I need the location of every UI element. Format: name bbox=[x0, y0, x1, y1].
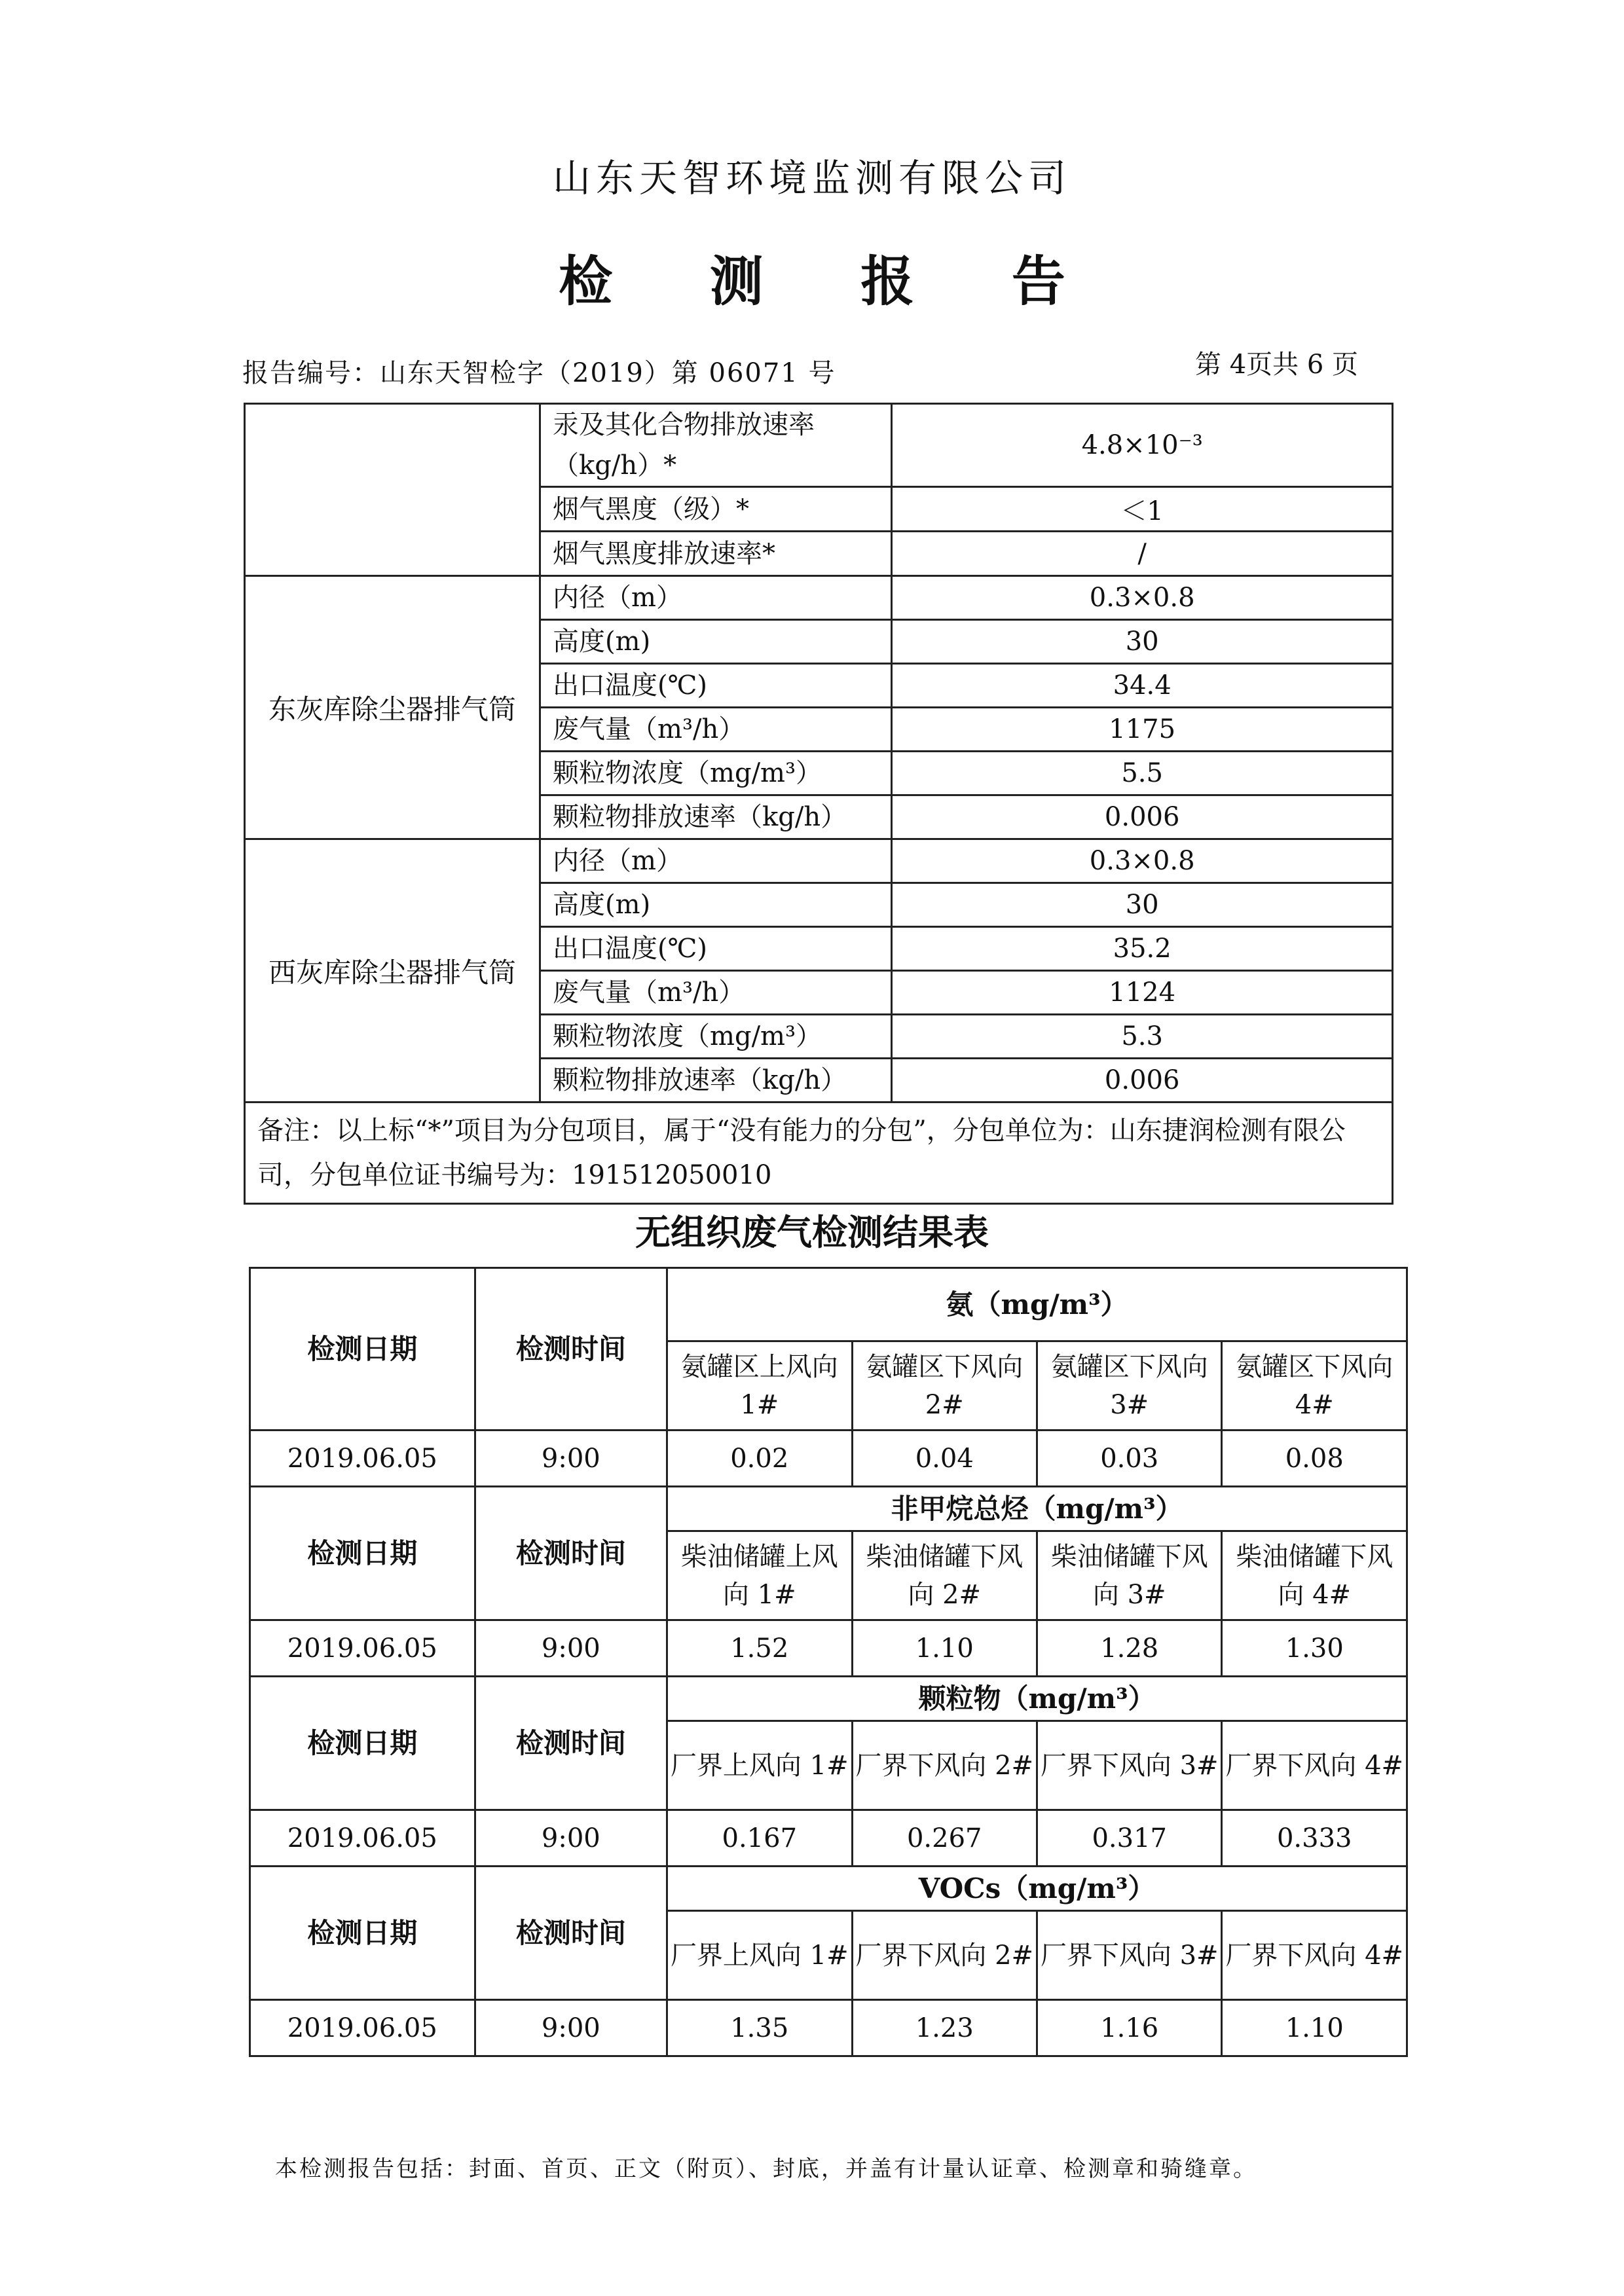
value-cell: 1.52 bbox=[667, 1620, 852, 1677]
date-cell: 2019.06.05 bbox=[250, 1620, 475, 1677]
table-row bbox=[250, 1810, 1407, 1867]
param-cell: 烟气黑度排放速率* bbox=[540, 532, 892, 576]
fugitive-emission-table bbox=[249, 1267, 1408, 2057]
date-cell: 2019.06.05 bbox=[250, 1430, 475, 1487]
point-header: 厂界下风向 2# bbox=[852, 1721, 1037, 1810]
value-cell: / bbox=[892, 532, 1393, 576]
date-header: 检测日期 bbox=[250, 1487, 475, 1620]
value-cell: 4.8×10⁻³ bbox=[892, 404, 1393, 487]
value-cell: 0.3×0.8 bbox=[892, 839, 1393, 883]
point-header: 氨罐区下风向 2# bbox=[852, 1341, 1037, 1430]
value-cell: 34.4 bbox=[892, 664, 1393, 708]
value-cell: 0.267 bbox=[852, 1810, 1037, 1867]
point-header: 柴油储罐下风向 3# bbox=[1037, 1531, 1221, 1620]
point-header: 柴油储罐下风向 4# bbox=[1222, 1531, 1407, 1620]
date-header: 检测日期 bbox=[250, 1677, 475, 1810]
value-cell: 0.3×0.8 bbox=[892, 576, 1393, 620]
value-cell: 35.2 bbox=[892, 927, 1393, 971]
point-header: 氨罐区下风向 4# bbox=[1222, 1341, 1407, 1430]
value-cell: 1175 bbox=[892, 708, 1393, 752]
table-row bbox=[250, 1620, 1407, 1677]
point-header: 厂界下风向 2# bbox=[852, 1911, 1037, 2000]
table-row bbox=[245, 404, 1393, 487]
point-header: 厂界下风向 3# bbox=[1037, 1721, 1221, 1810]
time-cell: 9:00 bbox=[475, 1620, 667, 1677]
value-cell: 5.3 bbox=[892, 1015, 1393, 1059]
value-cell: 1.35 bbox=[667, 2000, 852, 2056]
param-cell: 颗粒物浓度（mg/m³） bbox=[540, 1015, 892, 1059]
category-header: VOCs（mg/m³） bbox=[667, 1867, 1407, 1911]
table-row bbox=[245, 839, 1393, 883]
remark-note: 备注：以上标“*”项目为分包项目，属于“没有能力的分包”，分包单位为：山东捷润检测有限公司，分包单位证书编号为：191512050010 bbox=[245, 1102, 1393, 1204]
note-row bbox=[245, 1102, 1393, 1204]
value-cell: 0.08 bbox=[1222, 1430, 1407, 1487]
value-cell: 1.23 bbox=[852, 2000, 1037, 2056]
param-cell: 废气量（m³/h） bbox=[540, 708, 892, 752]
param-cell: 内径（m） bbox=[540, 576, 892, 620]
table-row bbox=[250, 1487, 1407, 1531]
value-cell: 1.10 bbox=[852, 1620, 1037, 1677]
section-title: 无组织废气检测结果表 bbox=[635, 1211, 989, 1253]
param-cell: 出口温度(℃) bbox=[540, 927, 892, 971]
footer-note: 本检测报告包括：封面、首页、正文（附页）、封底，并盖有计量认证章、检测章和骑缝章。 bbox=[275, 2156, 1257, 2182]
table-row bbox=[250, 1677, 1407, 1721]
param-cell: 颗粒物浓度（mg/m³） bbox=[540, 752, 892, 795]
value-cell: 0.03 bbox=[1037, 1430, 1221, 1487]
point-header: 柴油储罐上风向 1# bbox=[667, 1531, 852, 1620]
table-row bbox=[250, 1867, 1407, 1911]
param-cell: 汞及其化合物排放速率（kg/h）* bbox=[540, 404, 892, 487]
time-header: 检测时间 bbox=[475, 1487, 667, 1620]
value-cell: 0.04 bbox=[852, 1430, 1037, 1487]
location-cell bbox=[245, 404, 540, 576]
report-number: 报告编号：山东天智检字（2019）第 06071 号 bbox=[242, 358, 836, 388]
value-cell: 30 bbox=[892, 620, 1393, 664]
param-cell: 高度(m) bbox=[540, 620, 892, 664]
category-header: 氨（mg/m³） bbox=[667, 1268, 1407, 1341]
value-cell: 0.006 bbox=[892, 795, 1393, 839]
value-cell: ＜1 bbox=[892, 487, 1393, 532]
time-header: 检测时间 bbox=[475, 1867, 667, 2000]
point-header: 厂界下风向 4# bbox=[1222, 1721, 1407, 1810]
value-cell: 0.167 bbox=[667, 1810, 852, 1867]
value-cell: 1.28 bbox=[1037, 1620, 1221, 1677]
param-cell: 颗粒物排放速率（kg/h） bbox=[540, 1059, 892, 1102]
date-header: 检测日期 bbox=[250, 1268, 475, 1430]
param-cell: 废气量（m³/h） bbox=[540, 971, 892, 1015]
value-cell: 1124 bbox=[892, 971, 1393, 1015]
time-cell: 9:00 bbox=[475, 1430, 667, 1487]
param-cell: 高度(m) bbox=[540, 883, 892, 927]
point-header: 厂界上风向 1# bbox=[667, 1911, 852, 2000]
report-title: 检 测 报 告 bbox=[559, 250, 1105, 313]
value-cell: 0.006 bbox=[892, 1059, 1393, 1102]
table-row bbox=[245, 576, 1393, 620]
value-cell: 1.16 bbox=[1037, 2000, 1221, 2056]
table-row bbox=[250, 2000, 1407, 2056]
value-cell: 0.317 bbox=[1037, 1810, 1221, 1867]
point-header: 厂界下风向 4# bbox=[1222, 1911, 1407, 2000]
value-cell: 0.333 bbox=[1222, 1810, 1407, 1867]
category-header: 颗粒物（mg/m³） bbox=[667, 1677, 1407, 1721]
point-header: 氨罐区下风向 3# bbox=[1037, 1341, 1221, 1430]
page-number: 第 4页共 6 页 bbox=[1195, 350, 1359, 380]
time-header: 检测时间 bbox=[475, 1677, 667, 1810]
value-cell: 0.02 bbox=[667, 1430, 852, 1487]
param-cell: 内径（m） bbox=[540, 839, 892, 883]
param-cell: 烟气黑度（级）* bbox=[540, 487, 892, 532]
emission-table bbox=[244, 403, 1393, 1205]
date-cell: 2019.06.05 bbox=[250, 1810, 475, 1867]
value-cell: 5.5 bbox=[892, 752, 1393, 795]
value-cell: 30 bbox=[892, 883, 1393, 927]
point-header: 氨罐区上风向 1# bbox=[667, 1341, 852, 1430]
company-name: 山东天智环境监测有限公司 bbox=[552, 156, 1071, 200]
category-header: 非甲烷总烃（mg/m³） bbox=[667, 1487, 1407, 1531]
table-row bbox=[250, 1268, 1407, 1341]
point-header: 厂界下风向 3# bbox=[1037, 1911, 1221, 2000]
point-header: 柴油储罐下风向 2# bbox=[852, 1531, 1037, 1620]
param-cell: 出口温度(℃) bbox=[540, 664, 892, 708]
table-row bbox=[250, 1430, 1407, 1487]
param-cell: 颗粒物排放速率（kg/h） bbox=[540, 795, 892, 839]
location-cell: 东灰库除尘器排气筒 bbox=[245, 576, 540, 839]
time-header: 检测时间 bbox=[475, 1268, 667, 1430]
point-header: 厂界上风向 1# bbox=[667, 1721, 852, 1810]
location-cell: 西灰库除尘器排气筒 bbox=[245, 839, 540, 1102]
time-cell: 9:00 bbox=[475, 1810, 667, 1867]
value-cell: 1.10 bbox=[1222, 2000, 1407, 2056]
value-cell: 1.30 bbox=[1222, 1620, 1407, 1677]
date-cell: 2019.06.05 bbox=[250, 2000, 475, 2056]
date-header: 检测日期 bbox=[250, 1867, 475, 2000]
time-cell: 9:00 bbox=[475, 2000, 667, 2056]
